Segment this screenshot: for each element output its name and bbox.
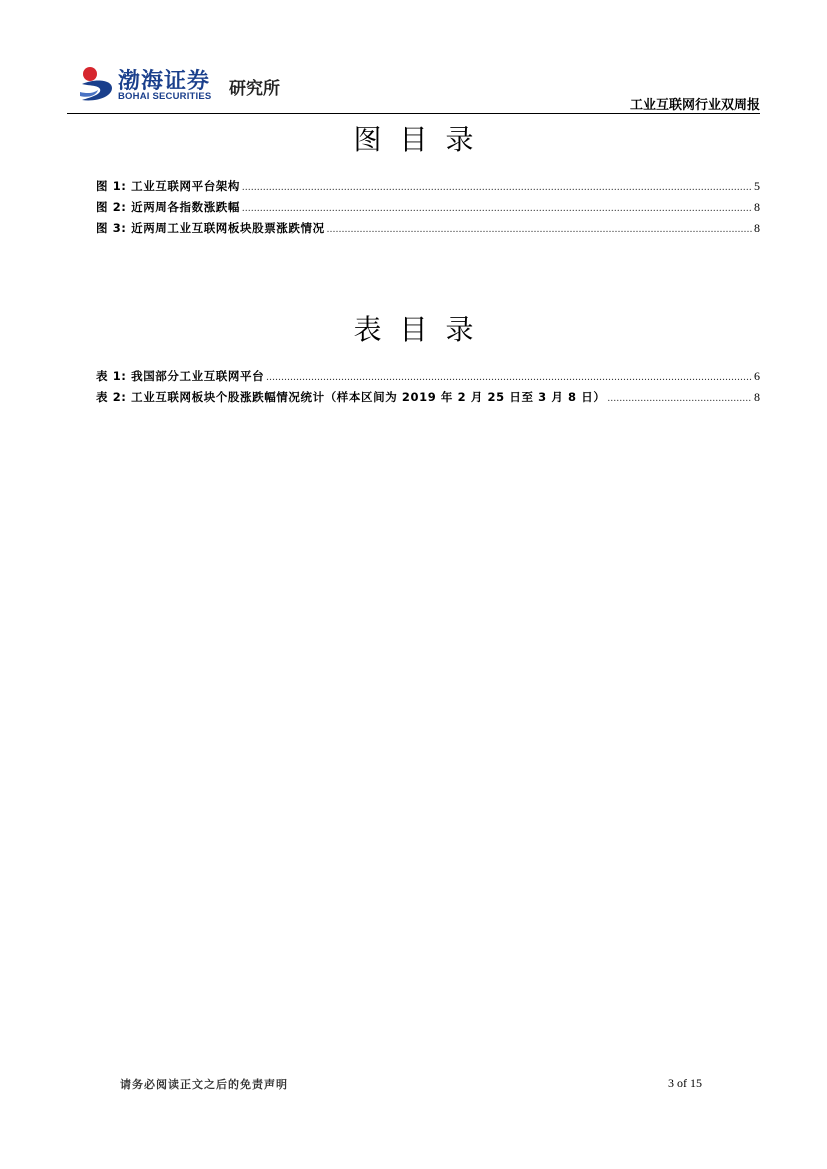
header-divider: [67, 113, 760, 114]
company-logo: [78, 64, 298, 108]
footer-page-number: 3 of 15: [668, 1076, 702, 1090]
tables-index-list: [96, 368, 760, 410]
toc-entry-page: 6: [754, 369, 760, 383]
toc-entry-page: 8: [754, 390, 760, 404]
toc-leader-dots: [266, 372, 752, 383]
tables-index-title: 表目录: [353, 313, 492, 346]
bohai-logo-icon: [78, 64, 116, 104]
toc-entry-label: 图 3: 近两周工业互联网板块股票涨跌情况: [96, 221, 325, 235]
toc-entry-figure-2[interactable]: [96, 199, 760, 220]
toc-entry-table-1[interactable]: [96, 368, 760, 389]
toc-leader-dots: [327, 224, 752, 235]
toc-leader-dots: [242, 203, 752, 214]
toc-entry-page: 5: [754, 179, 760, 193]
toc-entry-figure-1[interactable]: [96, 178, 760, 199]
toc-entry-table-2[interactable]: [96, 389, 760, 410]
logo-english-name: BOHAI SECURITIES: [118, 91, 212, 102]
toc-entry-label: 图 2: 近两周各指数涨跌幅: [96, 200, 241, 214]
report-name: 工业互联网行业双周报: [629, 98, 760, 113]
footer-disclaimer: 请务必阅读正文之后的免责声明: [120, 1078, 288, 1091]
toc-entry-page: 8: [754, 200, 760, 214]
toc-leader-dots: [242, 182, 752, 193]
toc-entry-label: 表 2: 工业互联网板块个股涨跌幅情况统计（样本区间为 2019 年 2 月 25 日至 3 月 8 日）: [96, 390, 606, 404]
toc-leader-dots: [607, 393, 752, 404]
toc-entry-label: 表 1: 我国部分工业互联网平台: [96, 369, 265, 383]
figures-index-list: [96, 178, 760, 241]
toc-entry-label: 图 1: 工业互联网平台架构: [96, 179, 241, 193]
toc-entry-figure-3[interactable]: [96, 220, 760, 241]
figures-index-title: 图目录: [353, 123, 492, 156]
logo-chinese-name: 渤海证券: [118, 69, 211, 94]
logo-department: 研究所: [229, 79, 280, 99]
toc-entry-page: 8: [754, 221, 760, 235]
